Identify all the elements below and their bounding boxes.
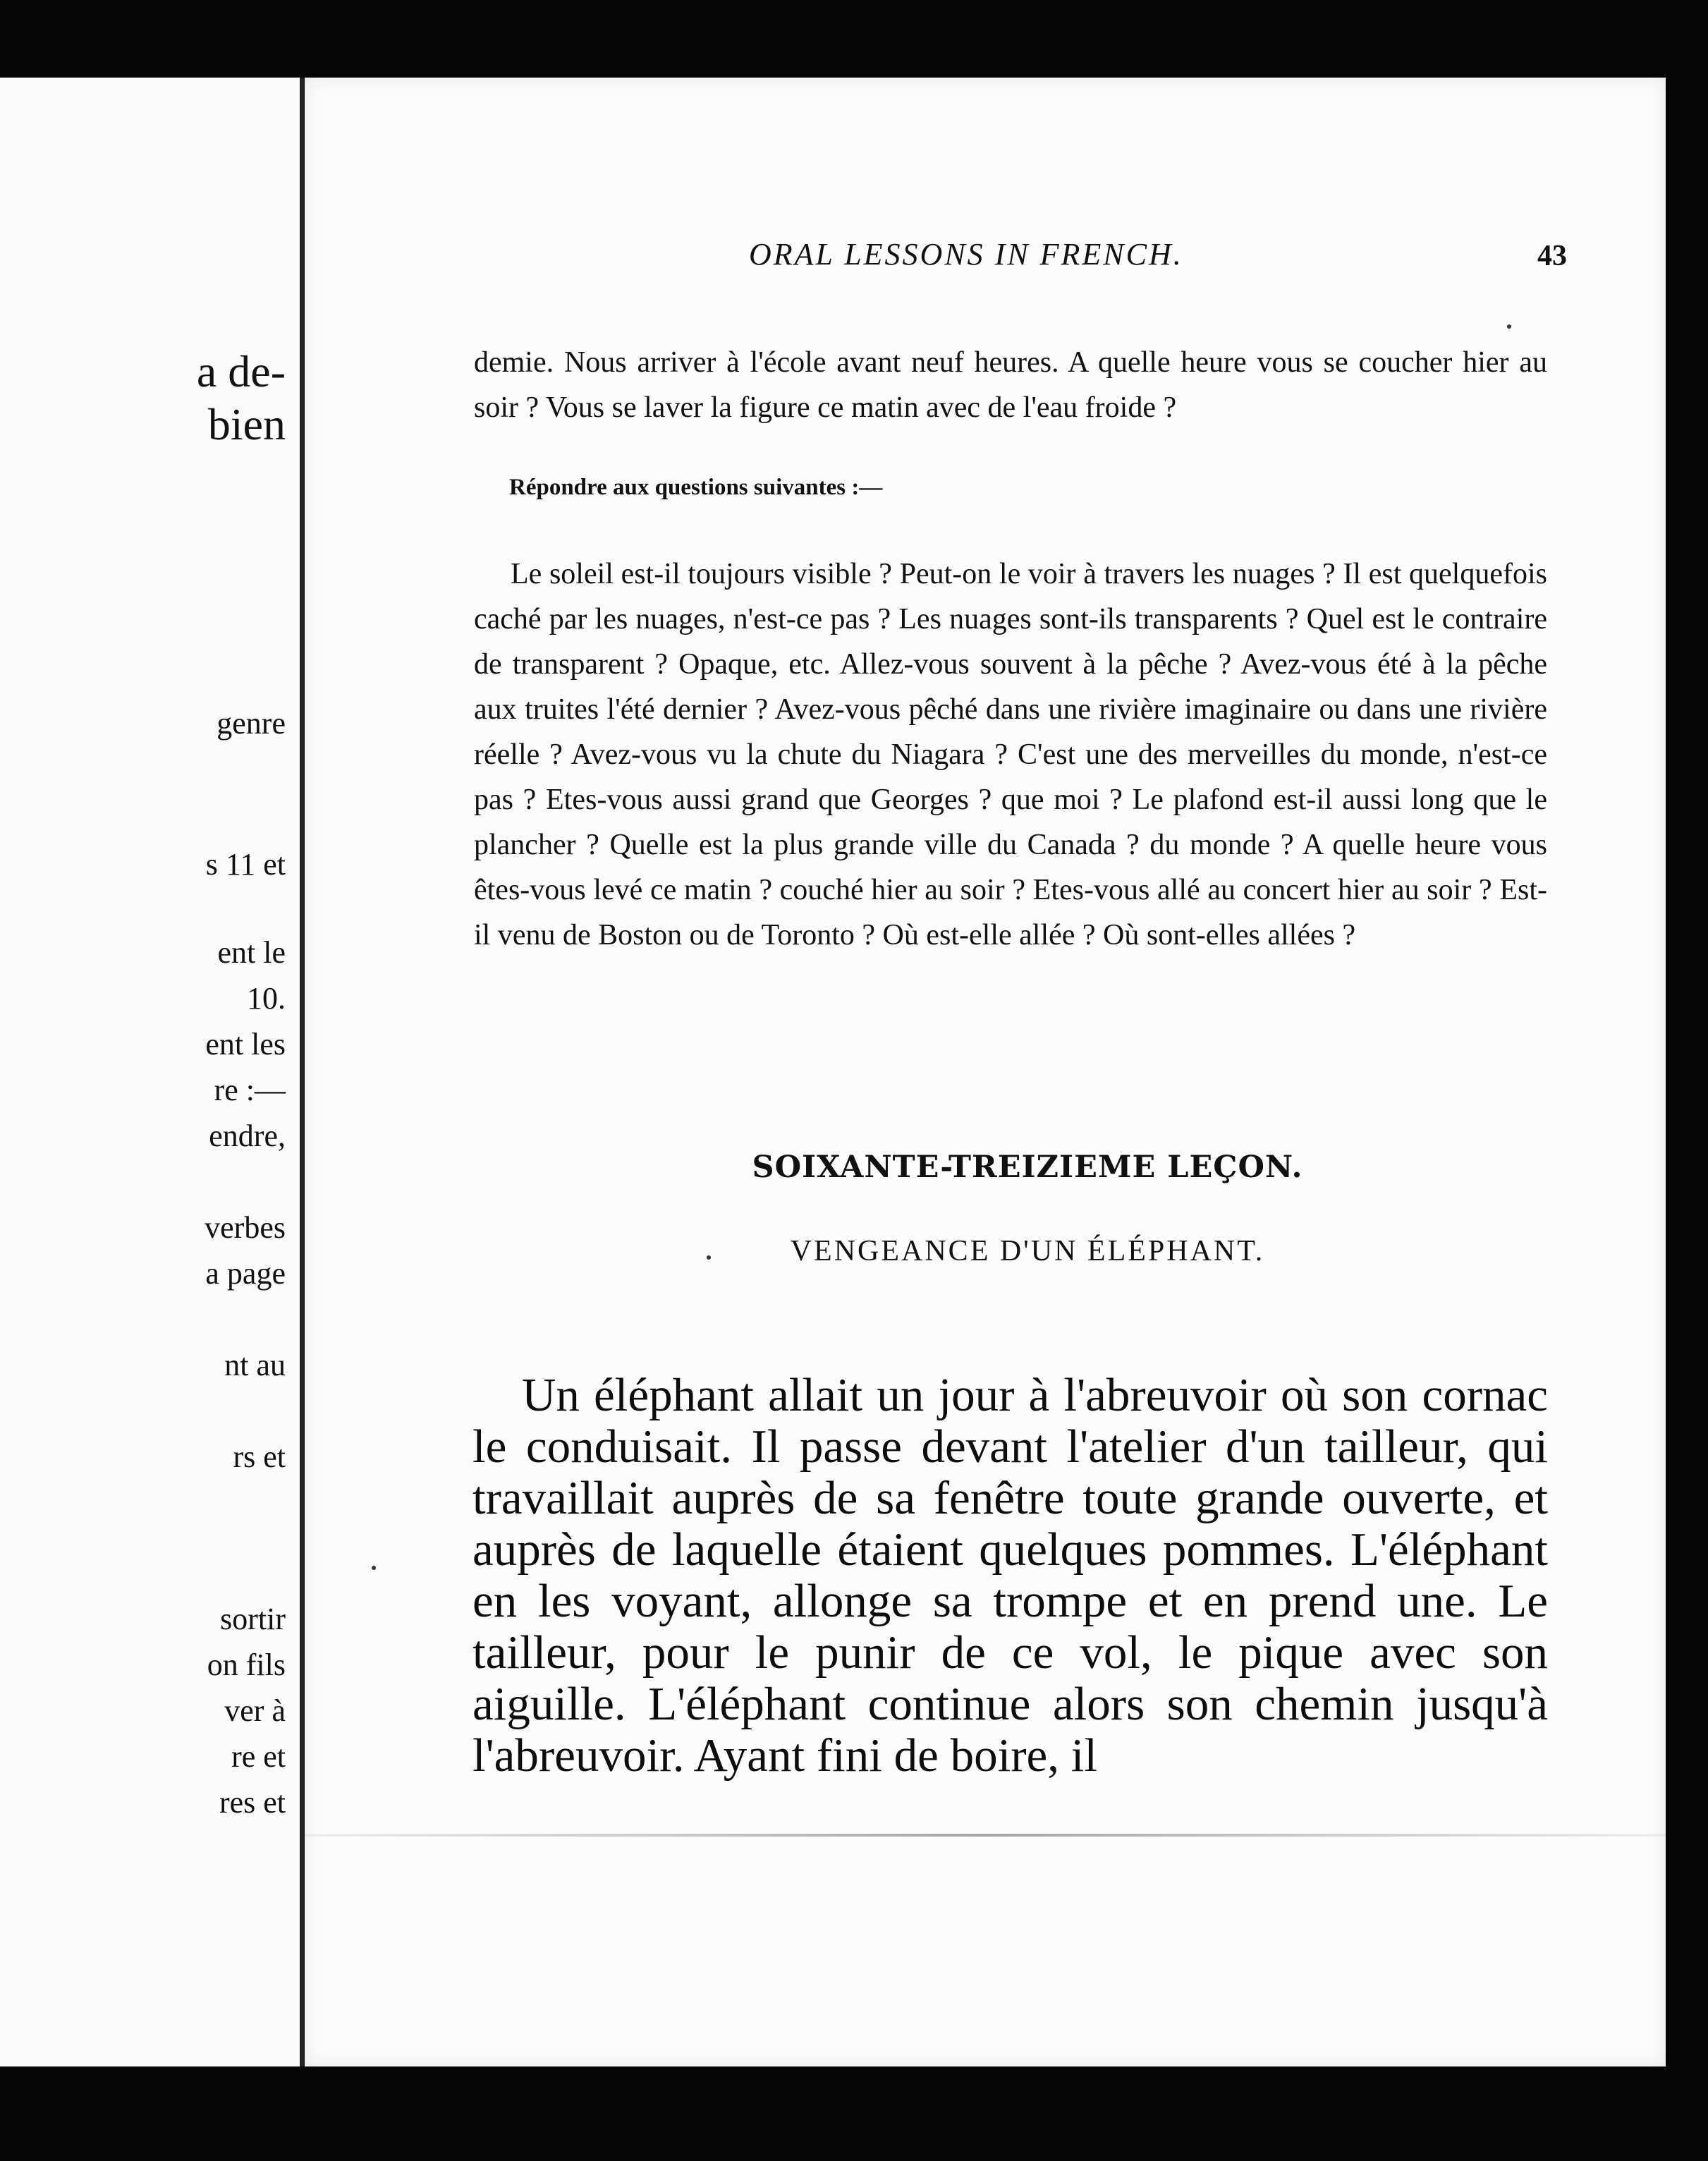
running-title: ORAL LESSONS IN FRENCH.: [749, 237, 1183, 272]
exercise-instruction: Répondre aux questions suivantes :—: [509, 475, 883, 500]
left-page-text-fragment: verbes: [205, 1210, 286, 1245]
left-page-fragment: [0, 78, 304, 2066]
running-header: [537, 236, 1567, 286]
paragraph-questions: Le soleil est-il toujours visible ? Peut-on le voir à travers les nuages ? Il est quelquefois caché par les nuages, n'est-ce pas ? Les nuages sont-ils transparents ? Quel est le contraire de transparent ? Opaque, etc. Allez-vous souvent à la pêche ? Avez-vous été à la pêche aux truites l'été dernier ? Avez-vous pêché dans une rivière imaginaire ou dans une rivière réelle ? Avez-vous vu la chute du Niagara ? C'est une des merveilles du monde, n'est-ce pas ? Etes-vous aussi grand que Georges ? que moi ? Le plafond est-il aussi long que le plancher ? Quelle est la plus grande ville du Canada ? du monde ? A quelle heure vous êtes-vous levé ce matin ? couché hier au soir ? Etes-vous allé au concert hier au soir ? Est-il venu de Boston ou de Toronto ? Où est-elle allée ? Où sont-elles allées ?: [474, 558, 1547, 951]
left-page-text-fragment: a page: [205, 1256, 286, 1291]
story-title: VENGEANCE D'UN ÉLÉPHANT.: [790, 1235, 1265, 1267]
left-page-text-fragment: s 11 et: [205, 847, 286, 882]
left-page-text-fragment: endre,: [209, 1119, 286, 1153]
lesson-heading: SOIXANTE-TREIZIEME LEÇON.: [752, 1150, 1303, 1185]
left-page-text-fragment: a de-: [196, 346, 286, 396]
left-page-text-fragment: on fils: [207, 1648, 286, 1682]
left-page-text-fragment: nt au: [224, 1348, 286, 1382]
page-number: 43: [1537, 240, 1567, 272]
page-fold-line: [305, 1834, 1666, 1837]
left-page-text-fragment: ent les: [205, 1027, 286, 1061]
left-page-text-fragment: re et: [231, 1739, 286, 1774]
left-page-text-fragment: rs et: [233, 1439, 286, 1474]
book-page: [305, 78, 1666, 2066]
paragraph-exercise-end: demie. Nous arriver à l'école avant neuf heures. A quelle heure vous se coucher hier au soir ? Vous se laver la figure ce matin avec de l'eau froide ?: [474, 346, 1547, 424]
left-page-text-fragment: genre: [216, 706, 286, 741]
left-page-text-fragment: bien: [207, 399, 286, 449]
scan-speck: [1507, 324, 1511, 329]
left-page-text-fragment: res et: [219, 1785, 286, 1820]
left-page-text-fragment: ent le: [217, 935, 286, 970]
scan-speck: [707, 1255, 711, 1260]
left-page-text-fragment: re :—: [214, 1073, 286, 1107]
left-page-text-fragment: sortir: [220, 1602, 286, 1636]
scan-speck: [372, 1566, 376, 1570]
story-paragraph: Un éléphant allait un jour à l'abreuvoir où son cornac le conduisait. Il passe devant l'atelier d'un tailleur, qui travaillait auprès de sa fenêtre toute grande ouverte, et auprès de laquelle étaient quelques pommes. L'éléphant en les voyant, allonge sa trompe et en prend une. Le tailleur, pour le punir de ce vol, le pique avec son aiguille. L'éléphant continue alors son chemin jusqu'à l'abreuvoir. Ayant fini de boire, il: [472, 1369, 1548, 1782]
left-page-text-fragment: ver à: [224, 1693, 286, 1728]
left-page-text-fragment: 10.: [247, 981, 286, 1016]
